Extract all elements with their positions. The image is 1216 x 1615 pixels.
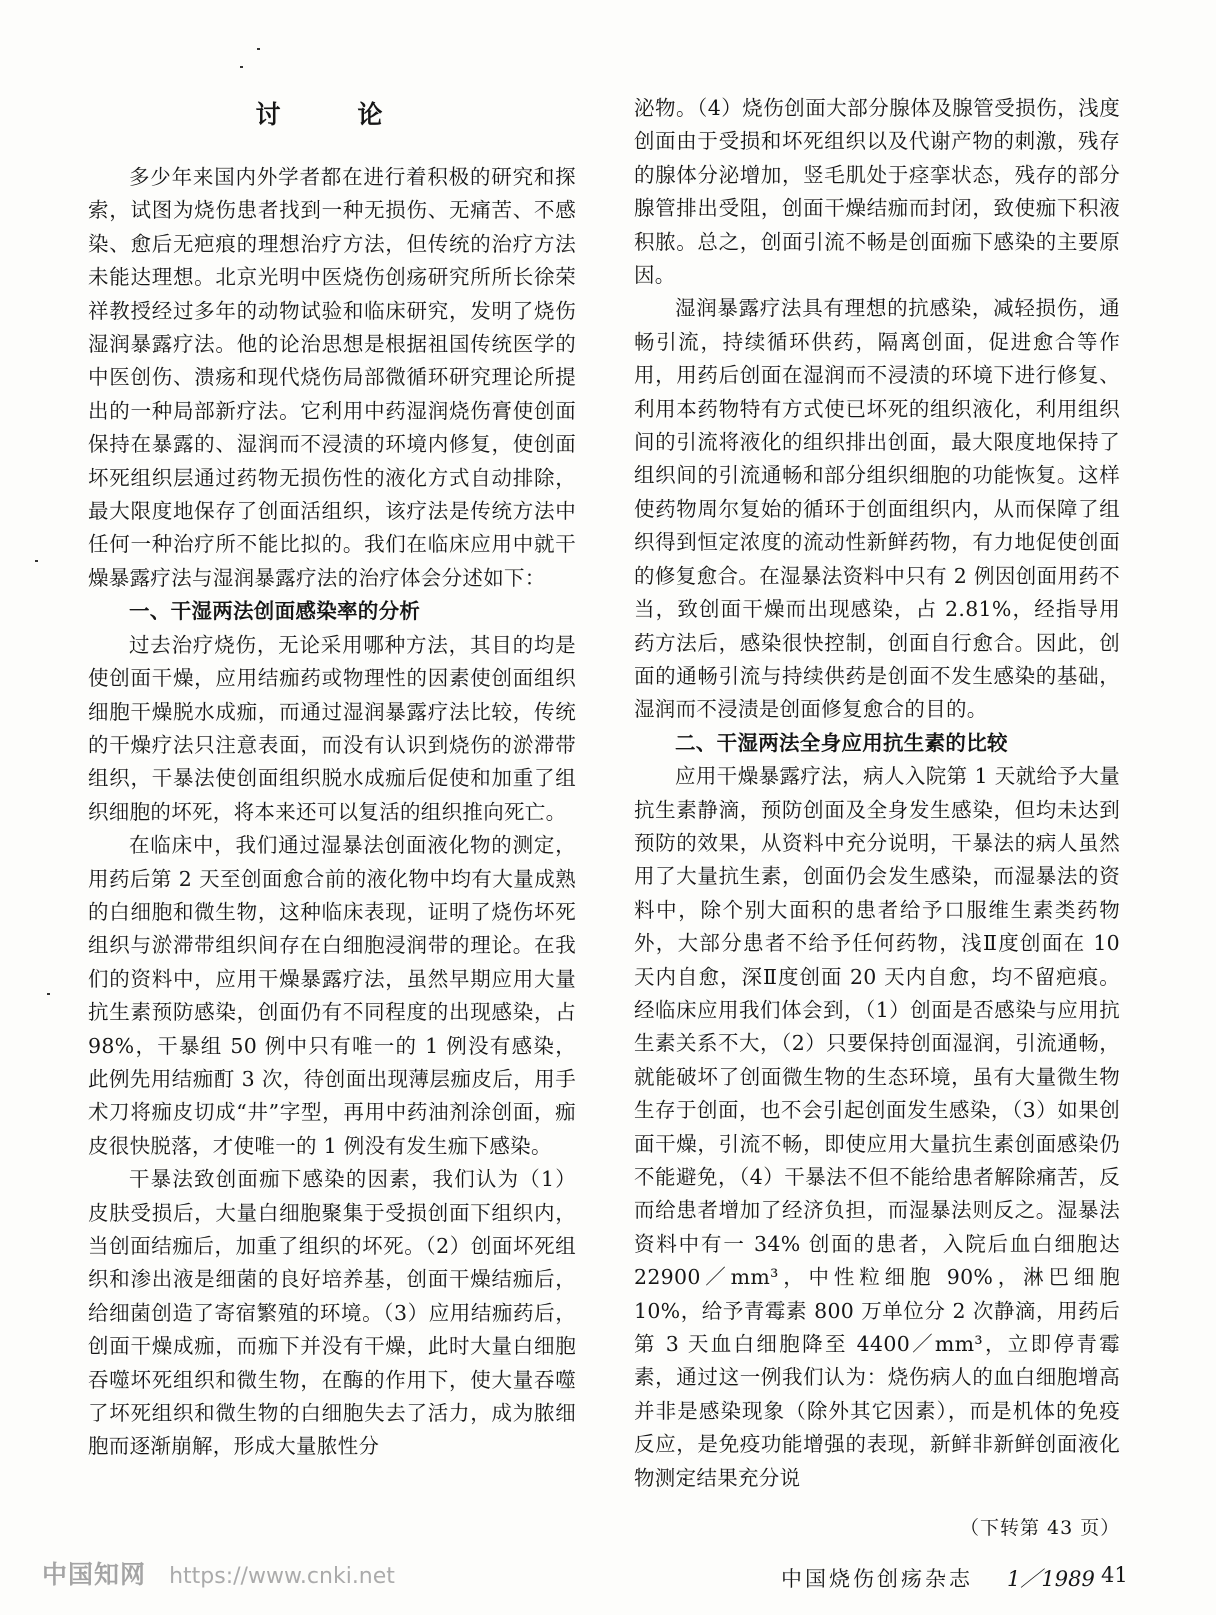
paragraph: 过去治疗烧伤，无论采用哪种方法，其目的均是使创面干燥，应用结痂药或物理性的因素使创面组织细胞干燥脱水成痂，而通过湿润暴露疗法比较，传统的干燥疗法只注意表面，而没有认识到烧伤的淤滞带组织，干暴法使创面组织脱水成痂后促使和加重了组织细胞的坏死，将本来还可以复活的组织推向死亡。 — [88, 632, 576, 824]
subsection-heading: 一、干湿两法创面感染率的分析 — [129, 599, 421, 624]
scan-speck — [240, 66, 243, 68]
paragraph: 在临床中，我们通过湿暴法创面液化物的测定，用药后第 2 天至创面愈合前的液化物中均有大量成熟的白细胞和微生物，这种临床表现，证明了烧伤坏死组织与淤滞带组织间存在白细胞浸润带的理论。在我们的资料中，应用干燥暴露疗法，虽然早期应用大量抗生素预防感染，创面仍有不同程度的出现感染，占 98%，干暴组 50 例中只有唯一的 1 例没有感染，此例先用结痂酊 3 次，待创面出现薄层痂皮后，用手术刀将痂皮切成“井”字型，再用中药油剂涂创面，痂皮很快脱落，才使唯一的 1 例没有发生痂下感染。 — [88, 833, 576, 1158]
left-column — [88, 92, 576, 1464]
paragraph: 应用干燥暴露疗法，病人入院第 1 天就给予大量抗生素静滴，预防创面及全身发生感染，但均未达到预防的效果，从资料中充分说明，干暴法的病人虽然用了大量抗生素，创面仍会发生感染，而湿暴法的资料中，除个别大面积的患者给予口服维生素类药物外，大部分患者不给予任何药物，浅Ⅱ度创面在 10 天内自愈，深Ⅱ度创面 20 天内自愈，均不留疤痕。经临床应用我们体会到，（1）创面是否感染与应用抗生素关系不大，（2）只要保持创面湿润，引流通畅，就能破坏了创面微生物的生态环境，虽有大量微生物生存于创面，也不会引起创面发生感染，（3）如果创面干燥，引流不畅，即使应用大量抗生素创面感染仍不能避免，（4）干暴法不但不能给患者解除痛苦，反而给患者增加了经济负担，而湿暴法则反之。湿暴法资料中有一 34% 创面的患者，入院后血白细胞达 22900／mm³，中性粒细胞 90%，淋巴细胞 10%，给予青霉素 800 万单位分 2 次静滴，用药后第 3 天血白细胞降至 4400／mm³，立即停青霉素，通过这一例我们认为：烧伤病人的血白细胞增高并非是感染现象（除外其它因素），而是机体的免疫反应，是免疫功能增强的表现，新鲜非新鲜创面液化物测定结果充分说 — [634, 764, 1120, 1490]
page-number: 41 — [1101, 1563, 1128, 1587]
subsection-heading: 二、干湿两法全身应用抗生素的比较 — [675, 730, 1008, 755]
watermark-url: https://www.cnki.net — [169, 1564, 395, 1589]
paragraph: 湿润暴露疗法具有理想的抗感染，减轻损伤，通畅引流，持续循环供药，隔离创面，促进愈合等作用，用药后创面在湿润而不浸渍的环境下进行修复、利用本药物特有方式使已坏死的组织液化，利用组织间的引流将液化的组织排出创面，最大限度地保持了组织间的引流通畅和部分组织细胞的功能恢复。这样使药物周尔复始的循环于创面组织内，从而保障了组织得到恒定浓度的流动性新鲜药物，有力地促使创面的修复愈合。在湿暴法资料中只有 2 例因创面用药不当，致创面干燥而出现感染，占 2.81%，经指导用药方法后，感染很快控制，创面自行愈合。因此，创面的通畅引流与持续供药是创面不发生感染的基础，湿润而不浸渍是创面修复愈合的目的。 — [634, 296, 1120, 722]
paragraph: 多少年来国内外学者都在进行着积极的研究和探索，试图为烧伤患者找到一种无损伤、无痛苦、不感染、愈后无疤痕的理想治疗方法，但传统的治疗方法未能达理想。北京光明中医烧伤创疡研究所所长徐荣祥教授经过多年的动物试验和临床研究，发明了烧伤湿润暴露疗法。他的论治思想是根据祖国传统医学的中医创伤、溃疡和现代烧伤局部微循环研究理论所提出的一种局部新疗法。它利用中药湿润烧伤膏使创面保持在暴露的、湿润而不浸渍的环境内修复，使创面坏死组织层通过药物无损伤性的液化方式自动排除，最大限度地保存了创面活组织，该疗法是传统方法中任何一种治疗所不能比拟的。我们在临床应用中就干燥暴露疗法与湿润暴露疗法的治疗体会分述如下： — [88, 165, 576, 590]
paragraph: 干暴法致创面痂下感染的因素，我们认为（1）皮肤受损后，大量白细胞聚集于受损创面下组织内，当创面结痂后，加重了组织的坏死。（2）创面坏死组织和渗出液是细菌的良好培养基，创面干燥结痂后，给细菌创造了寄宿繁殖的环境。（3）应用结痂药后，创面干燥成痂，而痂下并没有干燥，此时大量白细胞吞噬坏死组织和微生物，在酶的作用下，使大量吞噬了坏死组织和微生物的白细胞失去了活力，成为脓细胞而逐渐崩解，形成大量脓性分 — [88, 1167, 576, 1459]
issue-number: 1／1989 — [1007, 1567, 1095, 1591]
paragraph: 泌物。（4）烧伤创面大部分腺体及腺管受损伤，浅度创面由于受损和坏死组织以及代谢产物的刺激，残存的腺体分泌增加，竖毛肌处于痉挛状态，残存的部分腺管排出受阻，创面干燥结痂而封闭，致使痂下积液积脓。总之，创面引流不畅是创面痂下感染的主要原因。 — [634, 96, 1120, 288]
scan-speck — [47, 993, 50, 995]
scan-speck — [257, 48, 260, 50]
right-column — [634, 92, 1120, 1495]
journal-name: 中国烧伤创疡杂志 — [781, 1567, 973, 1591]
cnki-watermark — [42, 1555, 395, 1591]
scan-speck — [35, 560, 38, 562]
watermark-name: 中国知网 — [42, 1560, 147, 1589]
continued-note: （下转第 43 页） — [960, 1517, 1121, 1539]
section-title: 讨 论 — [255, 100, 409, 129]
